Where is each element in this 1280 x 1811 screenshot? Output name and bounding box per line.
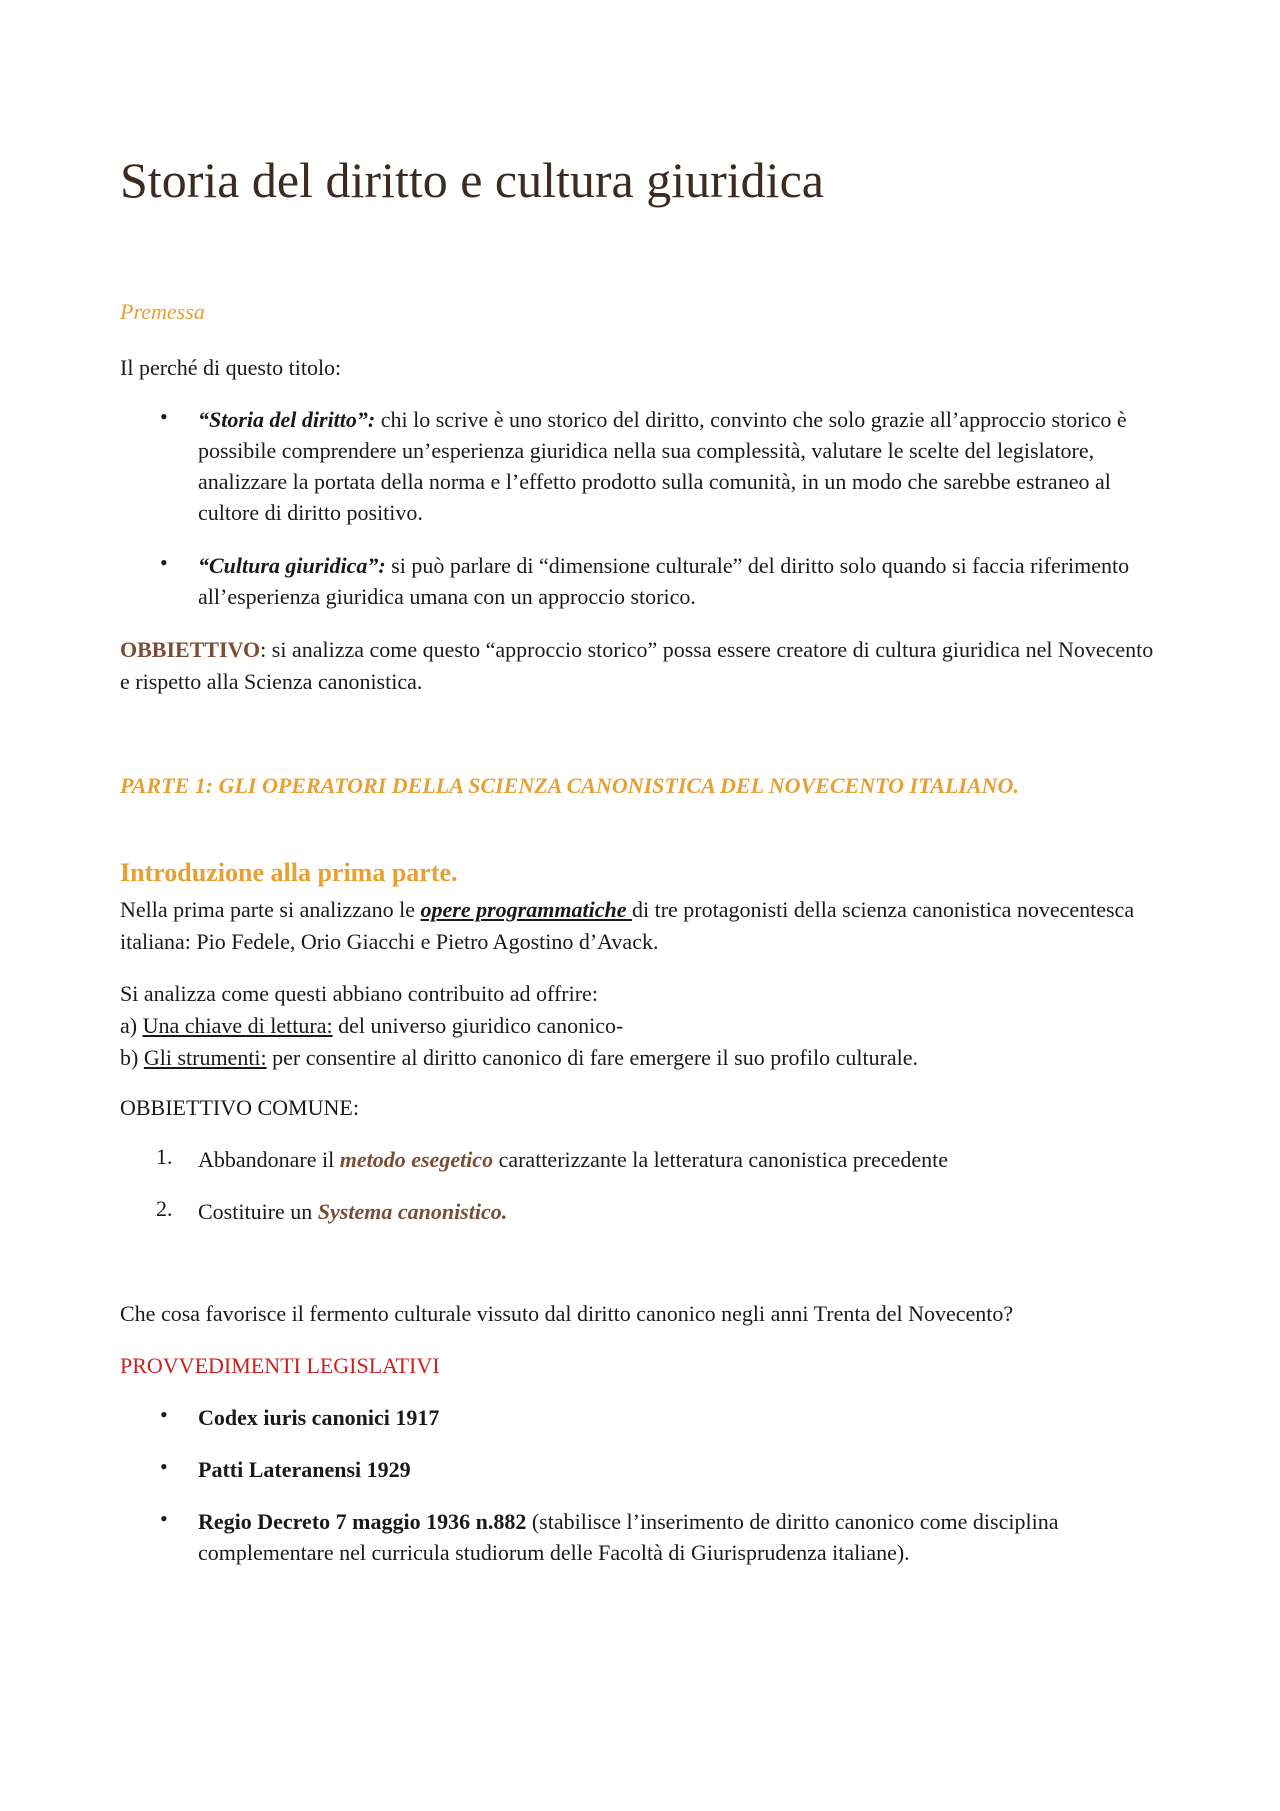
numbered-emphasis: metodo esegetico (339, 1147, 494, 1172)
p2-line: Si analizza come questi abbiano contribuito ad offrire: (120, 981, 598, 1006)
p1-before: Nella prima parte si analizzano le (120, 897, 421, 922)
list-number: 1. (156, 1144, 173, 1169)
p1-after: di tre protagonisti della scienza canonistica novecentesca italiana: Pio Fedele, Orio Giacchi e Pietro Agostino d’Avack. (120, 897, 1135, 954)
numbered-item (198, 1196, 1158, 1227)
section-heading-premessa: Premessa (120, 299, 205, 324)
item-a (120, 1010, 1160, 1042)
item-b-rest: per consentire al diritto canonico di fare emergere il suo profilo culturale. (266, 1045, 919, 1070)
provvedimenti-heading: PROVVEDIMENTI LEGISLATIVI (120, 1353, 440, 1378)
numbered-before: Abbandonare il (198, 1147, 340, 1172)
bullet-marker: • (160, 550, 168, 575)
list-item (198, 550, 1158, 612)
intro-line: Il perché di questo titolo: (120, 355, 342, 380)
provvedimento-name: Patti Lateranensi 1929 (198, 1457, 411, 1482)
list-item (198, 1506, 1158, 1568)
item-b (120, 1042, 1160, 1074)
page-title: Storia del diritto e cultura giuridica (120, 152, 824, 208)
provvedimento-name: Regio Decreto 7 maggio 1936 n.882 (198, 1509, 527, 1534)
intro-heading: Introduzione alla prima parte. (120, 858, 458, 887)
numbered-item (198, 1144, 1158, 1175)
intro-paragraph (120, 894, 1160, 958)
contribution-paragraph (120, 978, 1160, 1074)
bullet-marker: • (160, 1402, 168, 1427)
bullet-marker: • (160, 1454, 168, 1479)
list-item (198, 1402, 1158, 1433)
provvedimento-rest: (stabilisce l’inserimento de diritto canonico come disciplina complementare nel curricula studiorum delle Facoltà di Giurisprudenza italiane). (198, 1509, 1059, 1565)
bullet-marker: • (160, 1506, 168, 1531)
list-number: 2. (156, 1196, 173, 1221)
provvedimento-name: Codex iuris canonici 1917 (198, 1405, 440, 1430)
part-heading: PARTE 1: GLI OPERATORI DELLA SCIENZA CANONISTICA DEL NOVECENTO ITALIANO. (120, 773, 1019, 798)
item-b-prefix: b) (120, 1045, 144, 1070)
numbered-after: caratterizzante la letteratura canonistica precedente (493, 1147, 949, 1172)
item-a-underlined: Una chiave di lettura: (142, 1013, 333, 1038)
bullet-term: “Storia del diritto”: (198, 407, 376, 432)
bullet-marker: • (160, 404, 168, 429)
item-a-prefix: a) (120, 1013, 143, 1038)
bullet-text: si può parlare di “dimensione culturale” del diritto solo quando si faccia riferimento all’esperienza giuridica umana con un approccio storico. (198, 553, 1130, 609)
list-item (198, 1454, 1158, 1485)
opere-programmatiche-text: opere programmatiche (420, 897, 632, 922)
item-a-rest: del universo giuridico canonico- (332, 1013, 624, 1038)
objective-label: OBBIETTIVO (120, 637, 261, 662)
list-item (198, 404, 1158, 528)
bullet-term: “Cultura giuridica”: (198, 553, 386, 578)
objective-text: : si analizza come questo “approccio storico” possa essere creatore di cultura giuridica nel Novecento e rispetto alla Scienza canonistica. (120, 637, 1154, 694)
numbered-emphasis: Systema canonistico. (317, 1199, 508, 1224)
numbered-before: Costituire un (198, 1199, 318, 1224)
common-objective-heading: OBBIETTIVO COMUNE: (120, 1095, 359, 1120)
question-paragraph: Che cosa favorisce il fermento culturale vissuto dal diritto canonico negli anni Trenta del Novecento? (120, 1301, 1014, 1326)
item-b-underlined: Gli strumenti: (143, 1045, 267, 1070)
bullet-text: chi lo scrive è uno storico del diritto, convinto che solo grazie all’approccio storico è possibile comprendere un’esperienza giuridica nella sua complessità, valutare le scelte del legislatore, analizzare la portata della norma e l’effetto prodotto sulla comunità, in un modo che sarebbe estraneo al cultore di diritto positivo. (198, 407, 1127, 525)
objective-paragraph (120, 634, 1160, 698)
